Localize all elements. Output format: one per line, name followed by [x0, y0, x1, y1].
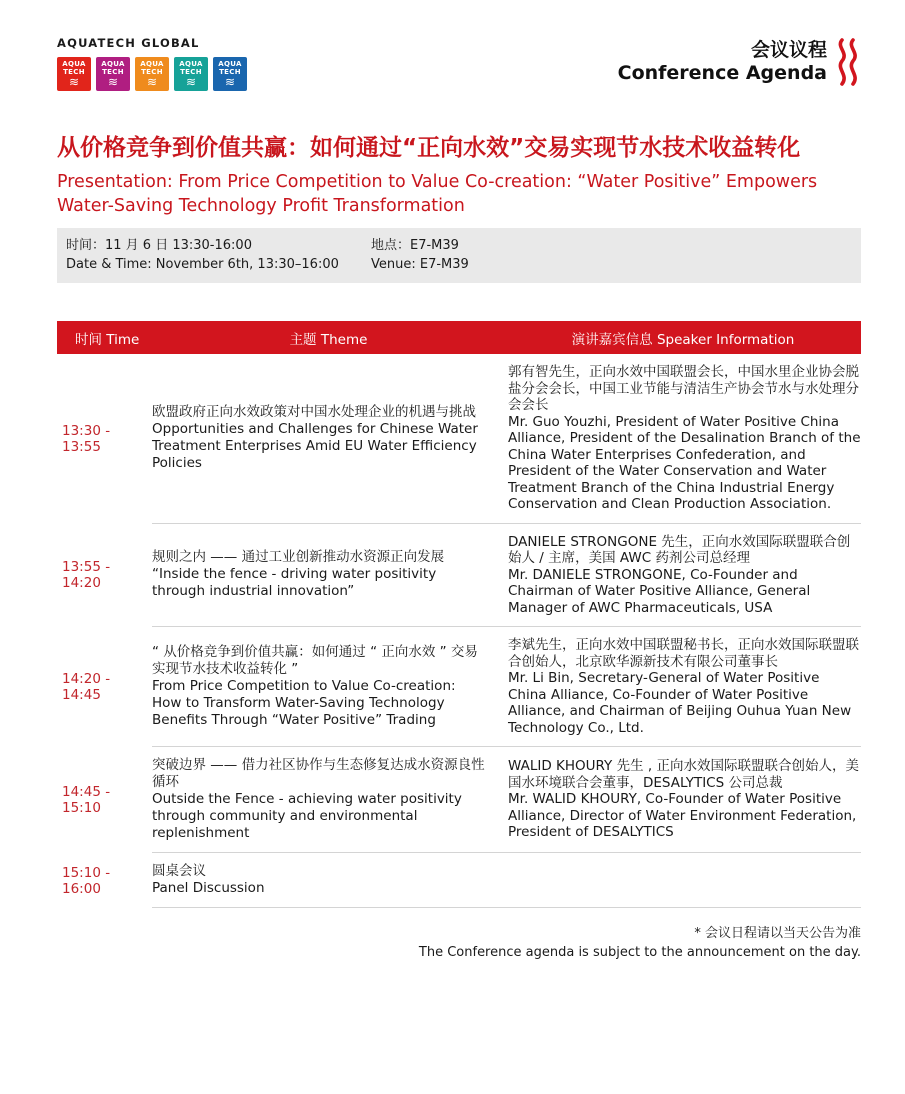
logo-label: AQUA TECH [101, 60, 125, 76]
event-title-block [57, 133, 861, 218]
theme-zh: 圆桌会议 [152, 863, 206, 879]
aquatech-logo-blue [213, 57, 247, 91]
session-theme [152, 637, 500, 736]
wave-icon: ≋ [146, 75, 158, 89]
footer-note-en: The Conference agenda is subject to the announcement on the day. [418, 945, 861, 960]
theme-en: Outside the Fence - achieving water positivity through community and environmental replenishment [152, 791, 462, 841]
brand-block [57, 36, 247, 91]
row-content [152, 627, 861, 747]
table-header [57, 321, 861, 354]
brand-name: AQUATECH GLOBAL [57, 36, 200, 50]
theme-en: “Inside the fence - driving water positivity through industrial innovation” [152, 566, 437, 600]
aquatech-logo-teal [174, 57, 208, 91]
session-speaker [500, 534, 861, 617]
logo-label: AQUA TECH [218, 60, 242, 76]
wave-icon: ≋ [224, 75, 236, 89]
session-time: 14:20 - 14:45 [62, 671, 111, 703]
speaker-en: Mr. WALID KHOURY, Co-Founder of Water Positive Alliance, Director of Water Environment Federation, President of DESALYTICS [508, 791, 857, 841]
logo-label: AQUA TECH [140, 60, 164, 76]
speaker-zh: 郭有智先生，正向水效中国联盟会长，中国水里企业协会脱盐分会会长，中国工业节能与清洁生产协会节水与水处理分会会长 [508, 364, 859, 413]
session-theme [152, 364, 500, 513]
theme-zh: 突破边界 —— 借力社区协作与生态修复达成水资源良性循环 [152, 757, 485, 790]
table-row [57, 524, 861, 628]
speaker-zh: 李斌先生，正向水效中国联盟秘书长，正向水效国际联盟联合创始人，北京欧华源新技术有限公司董事长 [508, 637, 859, 670]
column-header-theme: 主题 Theme [289, 331, 368, 348]
datetime-en: Date & Time: November 6th, 13:30–16:00 [66, 257, 339, 272]
theme-zh: 规则之内 —— 通过工业创新推动水资源正向发展 [152, 549, 445, 566]
session-theme [152, 757, 500, 842]
row-content [152, 747, 861, 853]
brand-logo-row [57, 57, 247, 91]
datetime-zh: 时间：11 月 6 日 13:30-16:00 [66, 238, 252, 253]
venue-block [371, 236, 469, 274]
session-theme [152, 863, 500, 897]
table-row [57, 354, 861, 524]
aquatech-logo-magenta [96, 57, 130, 91]
column-header-time: 时间 Time [75, 331, 140, 348]
session-time: 13:55 - 14:20 [62, 559, 111, 592]
agenda-title-zh: 会议议程 [750, 39, 827, 61]
double-squiggle-icon [835, 38, 861, 86]
session-time: 13:30 - 13:55 [62, 422, 111, 455]
logo-label: AQUA TECH [62, 60, 86, 76]
session-time: 15:10 - 16:00 [62, 864, 111, 897]
wave-icon: ≋ [185, 75, 197, 89]
theme-en: From Price Competition to Value Co-creation: How to Transform Water-Saving Technology Benefits Through “Water Positive” Trading [152, 678, 456, 728]
speaker-zh: DANIELE STRONGONE 先生，正向水效国际联盟联合创始人 / 主席，美国 AWC 药剂公司总经理 [508, 533, 851, 566]
agenda-titles [618, 39, 827, 85]
session-speaker [500, 863, 861, 897]
theme-zh: 欧盟政府正向水效政策对中国水处理企业的机遇与挑战 [152, 404, 476, 421]
session-time: 14:45 - 15:10 [62, 784, 111, 816]
table-row [57, 853, 861, 908]
agenda-table [57, 321, 861, 908]
theme-zh: “ 从价格竞争到价值共赢：如何通过 “ 正向水效 ” 交易实现节水技术收益转化 ” [152, 644, 478, 677]
aquatech-logo-red [57, 57, 91, 91]
theme-en: Opportunities and Challenges for Chinese Water Treatment Enterprises Amid EU Water Efficiency Policies [152, 421, 478, 472]
top-bar [0, 0, 905, 91]
aquatech-logo-orange [135, 57, 169, 91]
session-speaker [500, 364, 861, 513]
event-info-bar [57, 228, 861, 283]
footer-note [57, 924, 861, 962]
event-title-en: Presentation: From Price Competition to Value Co-creation: “Water Positive” Empowers Water-Saving Technology Profit Transformation [57, 172, 818, 216]
session-speaker [500, 637, 861, 736]
speaker-en: Mr. DANIELE STRONGONE, Co-Founder and Chairman of Water Positive Alliance, General Manager of AWC Pharmaceuticals, USA [508, 566, 811, 616]
wave-icon: ≋ [68, 75, 80, 89]
table-row [57, 627, 861, 747]
table-row [57, 747, 861, 853]
theme-en: Panel Discussion [152, 880, 265, 896]
row-content [152, 354, 861, 524]
column-header-speaker: 演讲嘉宾信息 Speaker Information [571, 331, 795, 348]
session-theme [152, 534, 500, 617]
speaker-en: Mr. Li Bin, Secretary-General of Water Positive China Alliance, Co-Founder of Water Positive Alliance, and Chairman of Beijing Ouhua Yuan New Technology Co., Ltd. [508, 670, 852, 736]
datetime-block [66, 236, 371, 274]
agenda-title-en: Conference Agenda [617, 62, 827, 84]
speaker-en: Mr. Guo Youzhi, President of Water Positive China Alliance, President of the Desalination Branch of the China Water Enterprises Confederation, and President of the Water Conservation and Water Treatment Branch of the China Industrial Energy Conservation and Clean Production Association. [508, 413, 861, 512]
speaker-zh: WALID KHOURY 先生 , 正向水效国际联盟联合创始人，美国水环境联合会董事，DESALYTICS 公司总裁 [508, 758, 859, 791]
venue-en: Venue: E7-M39 [371, 257, 469, 272]
agenda-header [618, 38, 861, 86]
event-title-zh: 从价格竞争到价值共赢：如何通过“正向水效”交易实现节水技术收益转化 [57, 135, 801, 161]
footer-note-zh: * 会议日程请以当天公告为准 [694, 926, 861, 941]
logo-label: AQUA TECH [179, 60, 203, 76]
session-speaker [500, 757, 861, 842]
row-content [152, 524, 861, 628]
wave-icon: ≋ [107, 75, 119, 89]
row-content [152, 853, 861, 908]
venue-zh: 地点：E7-M39 [371, 238, 459, 253]
